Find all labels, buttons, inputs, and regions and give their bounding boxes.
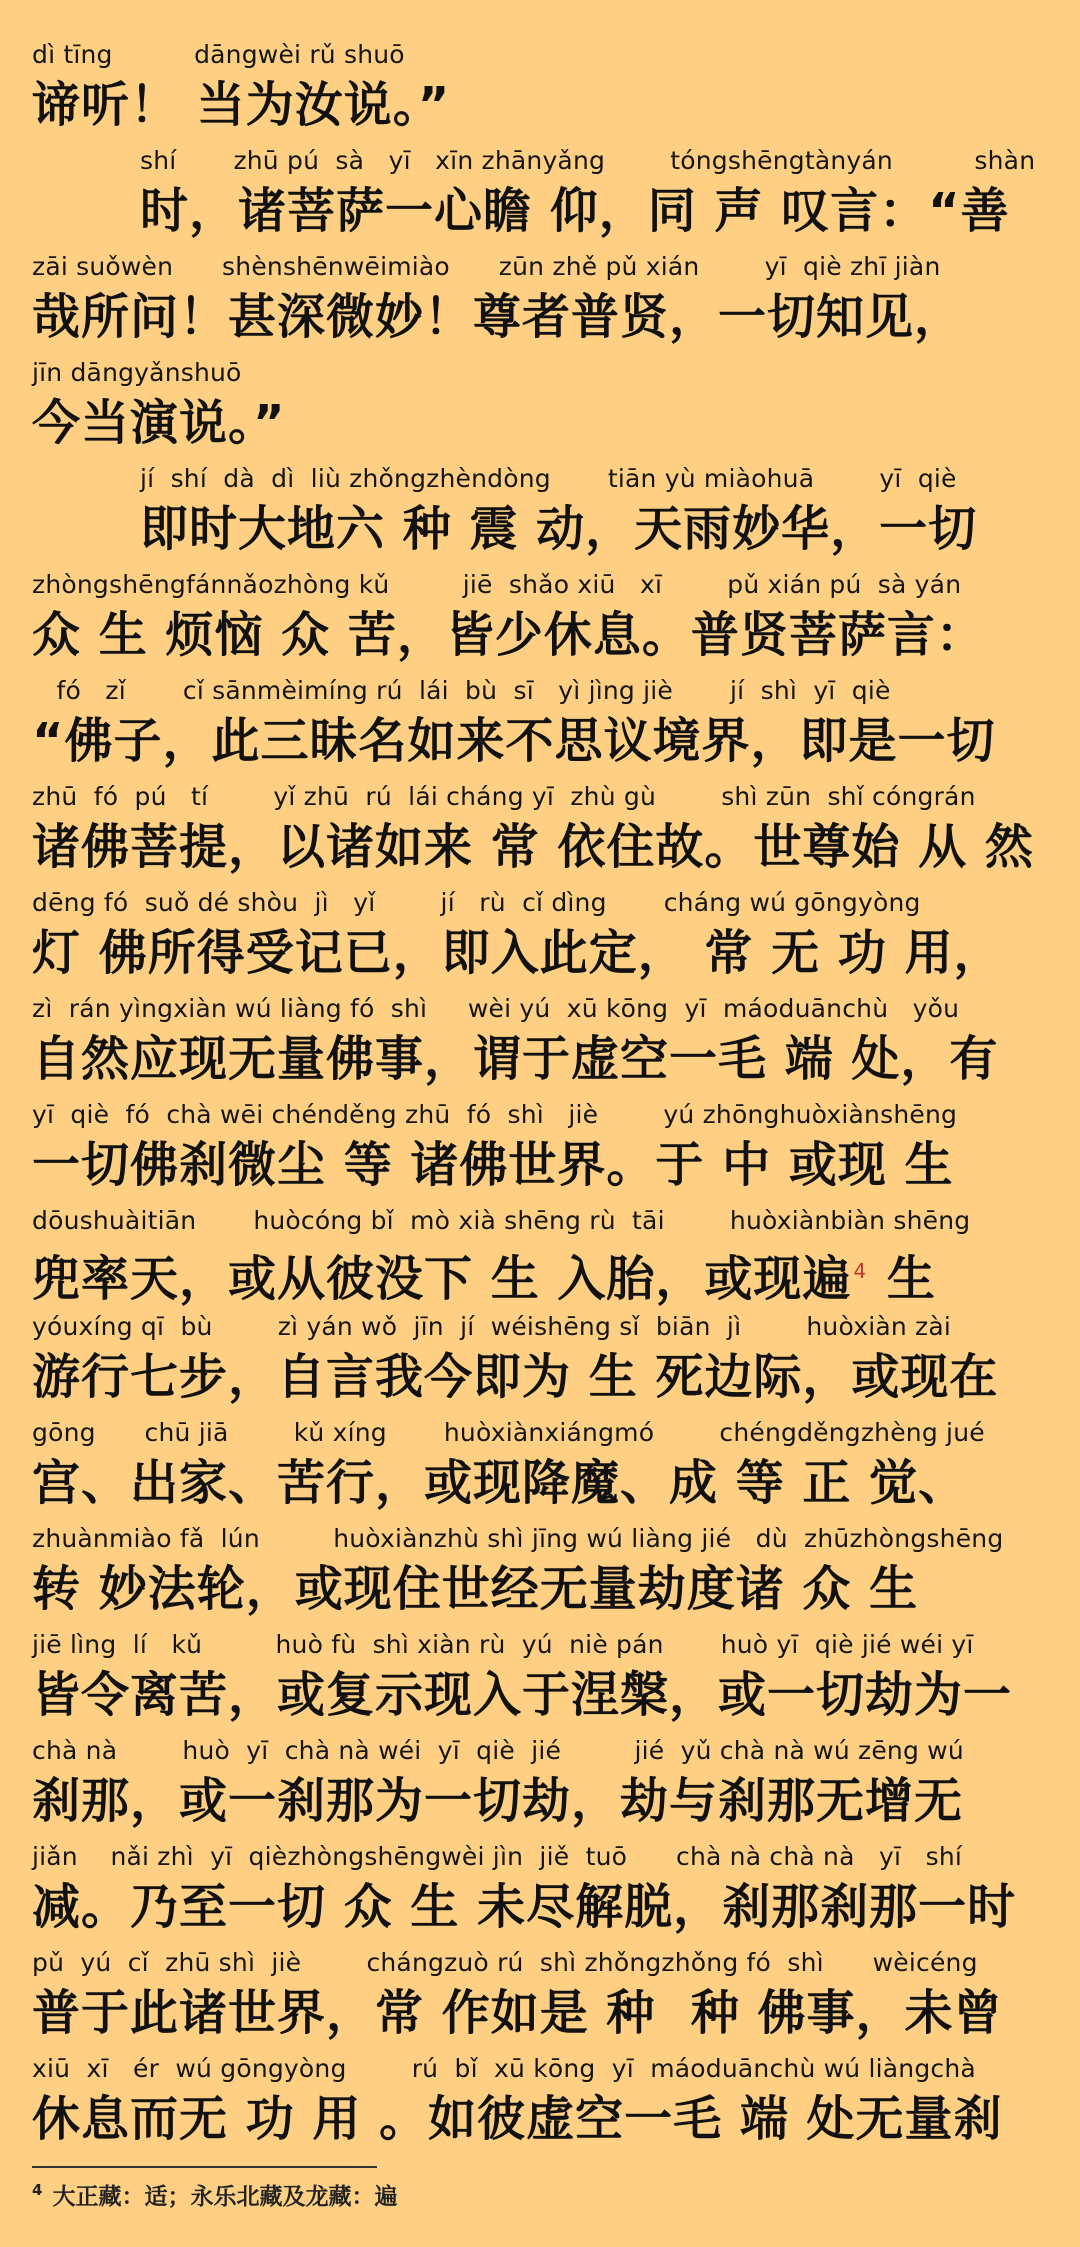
footnote-divider — [32, 2166, 377, 2168]
chinese-text: “佛子，此三昧名如来不思议境界，即是一切 — [32, 713, 996, 769]
text-line — [32, 1734, 1052, 1840]
pinyin-annotation: xiū xī ér wú gōngyòng rú bǐ xū kōng yī máoduānchù wú liàngchà — [32, 2054, 976, 2083]
chinese-text: 转 妙法轮，或现住世经无量劫度诸 众 生 — [32, 1561, 919, 1617]
footnote — [32, 2178, 397, 2211]
text-body — [32, 38, 1052, 2158]
text-line — [32, 356, 1052, 462]
text-line — [32, 1522, 1052, 1628]
chinese-text: 自然应现无量佛事，谓于虚空一毛 端 处，有 — [32, 1031, 999, 1087]
pinyin-annotation: dōushuàitiān huòcóng bǐ mò xià shēng rù tāi huòxiànbiàn shēng — [32, 1206, 971, 1235]
chinese-text: 皆令离苦，或复示现入于涅槃，或一切劫为一 — [32, 1667, 1013, 1723]
pinyin-annotation: shí zhū pú sà yī xīn zhānyǎng tóngshēngtànyán shàn — [140, 146, 1036, 175]
pinyin-annotation: zhuànmiào fǎ lún huòxiànzhù shì jīng wú liàng jié dù zhūzhòngshēng — [32, 1524, 1004, 1553]
chinese-text-part: 生 — [869, 1251, 936, 1307]
footnote-marker[interactable]: 4 — [853, 1259, 868, 1283]
text-line — [32, 568, 1052, 674]
pinyin-annotation: fó zǐ cǐ sānmèimíng rú lái bù sī yì jìng jiè jí shì yī qiè — [32, 676, 891, 705]
chinese-text: 宫、出家、苦行，或现降魔、成 等 正 觉、 — [32, 1455, 968, 1511]
chinese-text: 哉所问！甚深微妙！尊者普贤，一切知见， — [32, 289, 964, 345]
text-line — [32, 38, 1052, 144]
text-line — [32, 992, 1052, 1098]
chinese-text-part: 兜率天，或从彼没下 生 入胎，或现遍 — [32, 1251, 852, 1307]
pinyin-annotation: jīn dāngyǎnshuō — [32, 358, 242, 387]
text-line — [32, 1628, 1052, 1734]
pinyin-annotation: chà nà huò yī chà nà wéi yī qiè jié jié yǔ chà nà wú zēng wú — [32, 1736, 964, 1765]
pinyin-annotation: zì rán yìngxiàn wú liàng fó shì wèi yú xū kōng yī máoduānchù yǒu — [32, 994, 960, 1023]
pinyin-annotation: zhū fó pú tí yǐ zhū rú lái cháng yī zhù gù shì zūn shǐ cóngrán — [32, 782, 976, 811]
pinyin-annotation: yī qiè fó chà wēi chénděng zhū fó shì jiè yú zhōnghuòxiànshēng — [32, 1100, 958, 1129]
chinese-text — [32, 1238, 936, 1307]
pinyin-annotation: jiǎn nǎi zhì yī qièzhòngshēngwèi jìn jiě tuō chà nà chà nà yī shí — [32, 1842, 963, 1871]
pinyin-annotation: pǔ yú cǐ zhū shì jiè chángzuò rú shì zhǒngzhǒng fó shì wèicéng — [32, 1948, 978, 1977]
text-line — [32, 144, 1052, 250]
chinese-text: 一切佛刹微尘 等 诸佛世界。于 中 或现 生 — [32, 1137, 954, 1193]
chinese-text: 普于此诸世界，常 作如是 种 种 佛事，未曾 — [32, 1985, 1003, 2041]
chinese-text: 即时大地六 种 震 动，天雨妙华，一切 — [140, 501, 978, 557]
chinese-text: 谛听！ 当为汝说。” — [32, 77, 451, 133]
text-line — [32, 1098, 1052, 1204]
pinyin-annotation: zhòngshēngfánnǎozhòng kǔ jiē shǎo xiū xī pǔ xián pú sà yán — [32, 570, 962, 599]
pinyin-annotation: yóuxíng qī bù zì yán wǒ jīn jí wéishēng sǐ biān jì huòxiàn zài — [32, 1312, 952, 1341]
chinese-text: 诸佛菩提，以诸如来 常 依住故。世尊始 从 然 — [32, 819, 1034, 875]
chinese-text: 灯 佛所得受记已，即入此定， 常 无 功 用， — [32, 925, 1003, 981]
footnote-text: 大正藏：适；永乐北藏及龙藏：遍 — [52, 2184, 398, 2210]
text-line — [32, 462, 1052, 568]
chinese-text: 休息而无 功 用 。如彼虚空一毛 端 处无量刹 — [32, 2091, 1003, 2147]
text-line — [32, 2052, 1052, 2158]
pinyin-annotation: jí shí dà dì liù zhǒngzhèndòng tiān yù miàohuā yī qiè — [140, 464, 957, 493]
pinyin-annotation: gōng chū jiā kǔ xíng huòxiànxiángmó chéngděngzhèng jué — [32, 1418, 985, 1447]
text-line — [32, 674, 1052, 780]
chinese-text: 今当演说。” — [32, 395, 286, 451]
footnote-number: 4 — [32, 2181, 43, 2200]
text-line — [32, 1204, 1052, 1310]
chinese-text: 众 生 烦恼 众 苦，皆少休息。普贤菩萨言： — [32, 607, 985, 663]
pinyin-annotation: dēng fó suǒ dé shòu jì yǐ jí rù cǐ dìng cháng wú gōngyòng — [32, 888, 921, 917]
pinyin-annotation: jiē lìng lí kǔ huò fù shì xiàn rù yú niè pán huò yī qiè jié wéi yī — [32, 1630, 974, 1659]
chinese-text: 时，诸菩萨一心瞻 仰，同 声 叹言：“善 — [140, 183, 1010, 239]
text-line — [32, 1840, 1052, 1946]
chinese-text: 游行七步，自言我今即为 生 死边际，或现在 — [32, 1349, 999, 1405]
chinese-text: 刹那，或一刹那为一切劫，劫与刹那无增无 — [32, 1773, 964, 1829]
text-line — [32, 886, 1052, 992]
chinese-text: 减。乃至一切 众 生 未尽解脱，刹那刹那一时 — [32, 1879, 1017, 1935]
text-line — [32, 250, 1052, 356]
pinyin-annotation: zāi suǒwèn shènshēnwēimiào zūn zhě pǔ xián yī qiè zhī jiàn — [32, 252, 941, 281]
text-line — [32, 780, 1052, 886]
text-line — [32, 1946, 1052, 2052]
text-line — [32, 1416, 1052, 1522]
text-line — [32, 1310, 1052, 1416]
pinyin-annotation: dì tīng dāngwèi rǔ shuō — [32, 40, 405, 69]
